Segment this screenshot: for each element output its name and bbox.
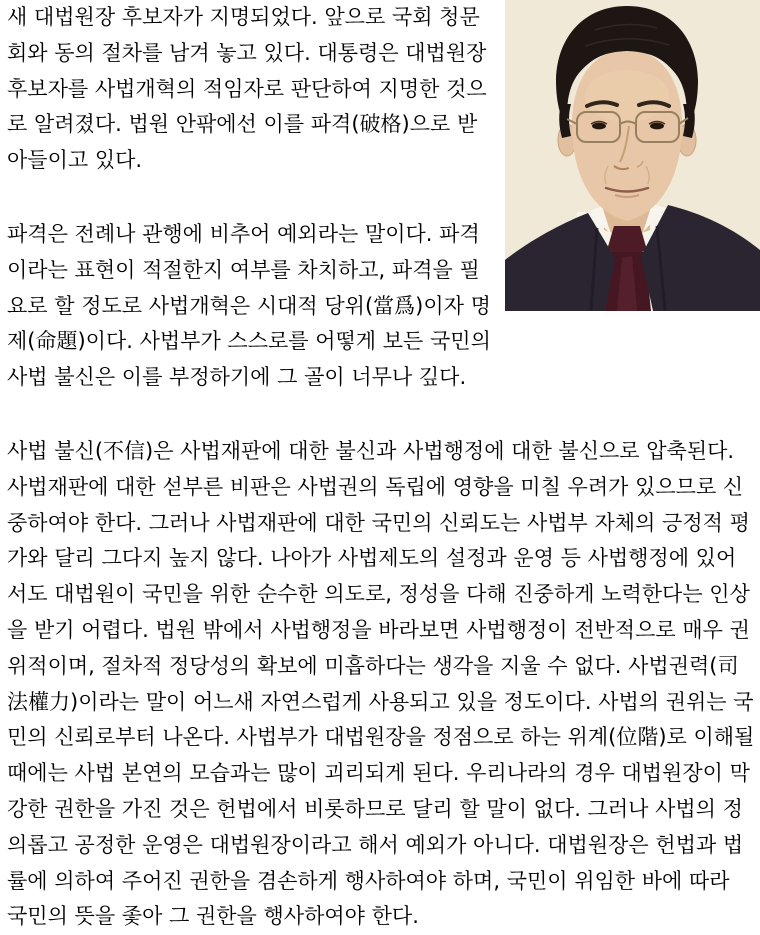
eye-left (592, 123, 606, 130)
portrait-photo (505, 0, 760, 311)
paragraph-nomination: 새 대법원장 후보자가 지명되었다. 앞으로 국회 청문회와 동의 절차를 남겨 놓고 있다. 대통령은 대법원장 후보자를 사법개혁의 적임자로 판단하여 지명한 것으로 알려졌다. 법원 안팎에선 이를 파격(破格)으로 받아들이고 있다. (7, 5, 487, 173)
paragraph-distrust: 사법 불신(不信)은 사법재판에 대한 불신과 사법행정에 대한 불신으로 압축된다. 사법재판에 대한 섣부른 비판은 사법권의 독립에 영향을 미칠 우려가 있으므로 신중하여야 한다. 그러나 사법재판에 대한 국민의 신뢰도는 사법부 자체의 긍정적 평가와 달리 그다지 높지 않다. 나아가 사법제도의 설정과 운영 등 사법행정에 있어서도 대법원이 국민을 위한 순수한 의도로, 정성을 다해 진중하게 노력한다는 인상을 받기 어렵다. 법원 밖에서 사법행정을 바라보면 사법행정이 전반적으로 매우 권위적이며, 절차적 정당성의 확보에 미흡하다는 생각을 지울 수 없다. 사법권력(司法權力)이라는 말이 어느새 자연스럽게 사용되고 있을 정도이다. 사법의 권위는 국민의 신뢰로부터 나온다. 사법부가 대법원장을 정점으로 하는 위계(位階)로 이해될 때에는 사법 본연의 모습과는 많이 괴리되게 된다. 우리나라의 경우 대법원장이 막강한 권한을 가진 것은 헌법에서 비롯하므로 달리 할 말이 없다. 그러나 사법의 정의롭고 공정한 운영은 대법원장이라고 해서 예외가 아니다. 대법원장은 헌법과 법률에 의하여 주어진 권한을 겸손하게 행사하여야 하며, 국민이 위임한 바에 따라 국민의 뜻을 좇아 그 권한을 행사하여야 한다. (7, 438, 755, 929)
eye-right (650, 123, 664, 130)
paragraph-exception: 파격은 전례나 관행에 비추어 예외라는 말이다. 파격이라는 표현이 적절한지 여부를 차치하고, 파격을 필요로 할 정도로 사법개혁은 시대적 당위(當爲)이자 명제(命題)이다. 사법부가 스스로를 어떻게 보든 국민의 사법 불신은 이를 부정하기에 그 골이 너무나 깊다. (7, 221, 491, 390)
forehead-highlight (585, 70, 669, 122)
